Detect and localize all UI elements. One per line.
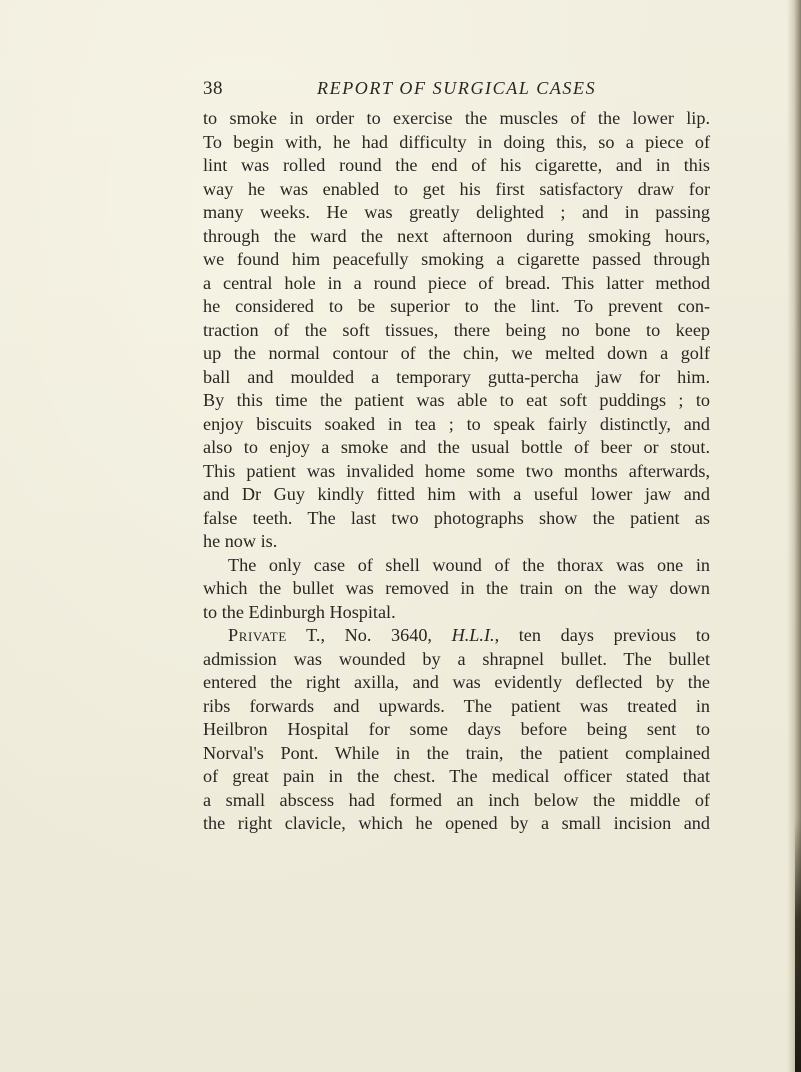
text-line: traction of the soft tissues, there being no bone to keep — [203, 319, 710, 340]
text-line: many weeks. He was greatly delighted ; and in passing — [203, 202, 710, 222]
text-line: to the Edinburgh Hospital. — [203, 601, 396, 622]
case-intro-end: , ten days previous to — [494, 625, 710, 645]
text-line: Heilbron Hospital for some days before being sent to — [203, 719, 710, 739]
text-line: lint was rolled round the end of his cigarette, and in this — [203, 155, 710, 175]
text-line: we found him peacefully smoking a cigarette passed through — [203, 249, 710, 269]
text-line: a central hole in a round piece of bread. This latter method — [203, 272, 710, 293]
text-line: false teeth. The last two photographs show the patient as — [203, 507, 710, 528]
page-header — [203, 78, 603, 106]
text-line: The only case of shell wound of the thorax was one in — [228, 554, 710, 575]
text-line: entered the right axilla, and was evidently deflected by the — [203, 672, 710, 692]
text-line: This patient was invalided home some two months afterwards, — [203, 460, 710, 481]
text-line: up the normal contour of the chin, we melted down a golf — [203, 343, 710, 363]
page-number: 38 — [203, 78, 223, 99]
text-line: enjoy biscuits soaked in tea ; to speak fairly distinctly, and — [203, 413, 710, 434]
text-line: of great pain in the chest. The medical officer stated that — [203, 766, 710, 786]
running-title: REPORT OF SURGICAL CASES — [317, 78, 597, 98]
text-line: which the bullet was removed in the train on the way down — [203, 578, 710, 598]
text-line: the right clavicle, which he opened by a small incision and — [203, 813, 710, 833]
text-line: a small abscess had formed an inch below the middle of — [203, 789, 710, 810]
body-text — [203, 107, 710, 836]
patient-rank: Private — [228, 625, 287, 645]
text-line: Norval's Pont. While in the train, the patient complained — [203, 742, 710, 763]
regiment-abbreviation: H.L.I. — [451, 625, 495, 645]
text-line: to smoke in order to exercise the muscles of the lower lip. — [203, 108, 710, 128]
text-line: admission was wounded by a shrapnel bullet. The bullet — [203, 648, 710, 669]
case-heading-line — [203, 624, 710, 648]
page-edge-dark — [795, 820, 801, 1072]
text-line: To begin with, he had difficulty in doing this, so a piece of — [203, 131, 710, 152]
text-line: he now is. — [203, 531, 278, 551]
patient-id: T., No. 3640, — [286, 625, 452, 645]
text-line: through the ward the next afternoon during smoking hours, — [203, 225, 710, 246]
text-line: he considered to be superior to the lint. To prevent con- — [203, 296, 710, 316]
text-line: and Dr Guy kindly fitted him with a useful lower jaw and — [203, 484, 710, 504]
text-line: way he was enabled to get his first satisfactory draw for — [203, 178, 710, 199]
text-line: By this time the patient was able to eat soft puddings ; to — [203, 390, 710, 410]
text-line: ribs forwards and upwards. The patient was treated in — [203, 695, 710, 716]
text-line: also to enjoy a smoke and the usual bottle of beer or stout. — [203, 437, 710, 457]
text-line: ball and moulded a temporary gutta-percha jaw for him. — [203, 366, 710, 387]
